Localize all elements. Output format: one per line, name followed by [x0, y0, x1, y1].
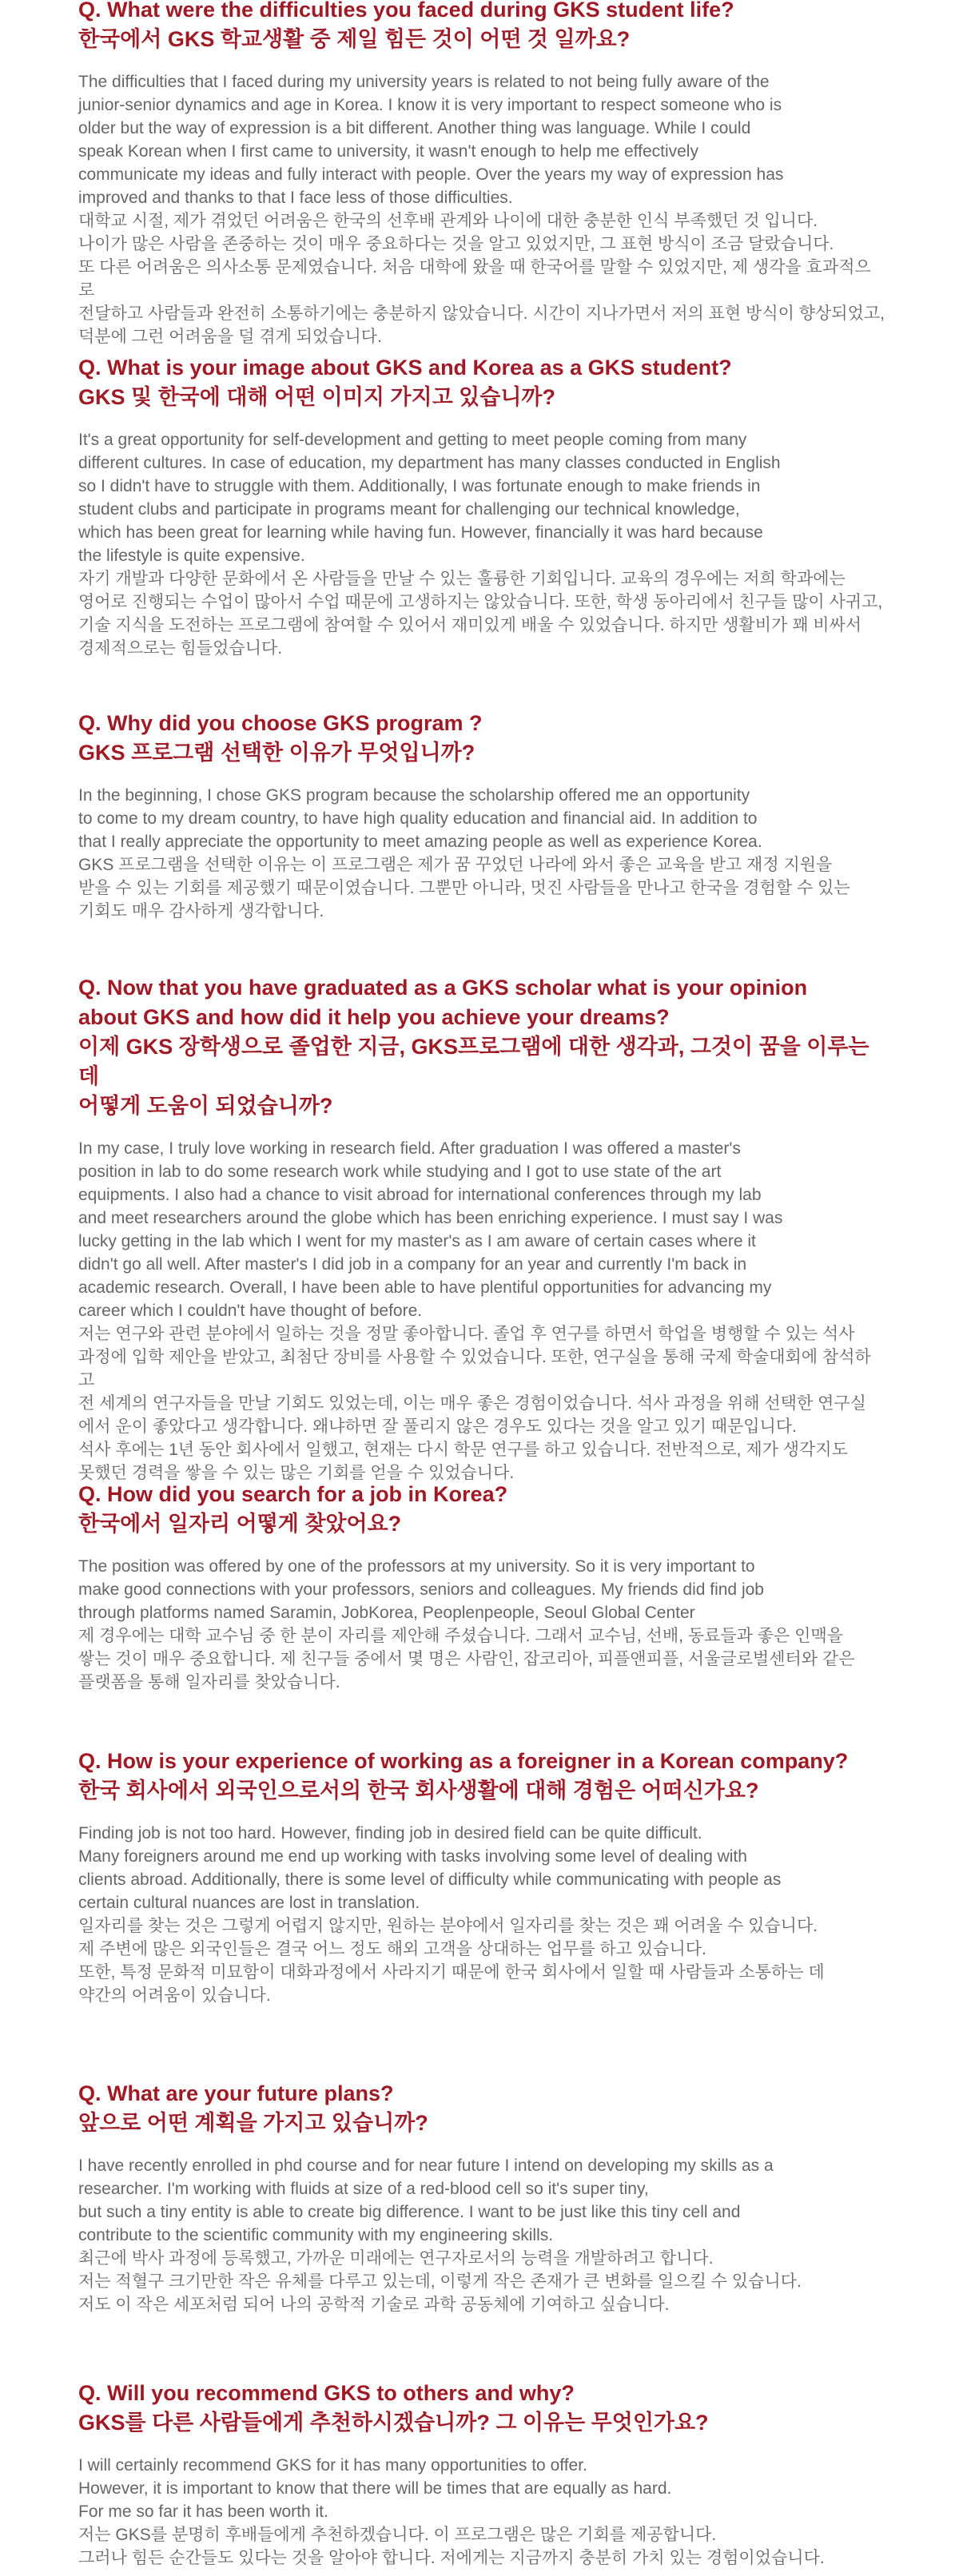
- answer-line: didn't go all well. After master's I did job in a company for an year and currently I'm back in: [78, 1255, 747, 1274]
- question-heading: [78, 353, 885, 412]
- question-english: Q. How did you search for a job in Korea?: [78, 1482, 508, 1506]
- answer-line: through platforms named Saramin, JobKorea, Peoplenpeople, Seoul Global Center: [78, 1604, 695, 1622]
- question-line: 이제 GKS 장학생으로 졸업한 지금, GKS프로그램에 대한 생각과, 그것이 꿈을 이루는 데: [78, 1035, 869, 1088]
- answer-line: Finding job is not too hard. However, finding job in desired field can be quite difficult.: [78, 1824, 702, 1843]
- question-english: Q. Will you recommend GKS to others and why?: [78, 2381, 575, 2405]
- question-heading: [78, 2379, 885, 2438]
- answer-line: I will certainly recommend GKS for it has many opportunities to offer.: [78, 2456, 587, 2475]
- question-english: Q. What is your image about GKS and Korea as a GKS student?: [78, 356, 732, 380]
- question-korean: GKS 및 한국에 대해 어떤 이미지 가지고 있습니까?: [78, 385, 555, 409]
- qa-section-5: [78, 1480, 885, 1694]
- answer-line: I have recently enrolled in phd course and for near future I intend on developing my skills as a: [78, 2157, 774, 2175]
- question-korean: 앞으로 어떤 계획을 가지고 있습니까?: [78, 2111, 428, 2135]
- answer-line: GKS 프로그램을 선택한 이유는 이 프로그램은 제가 꿈 꾸었던 나라에 와서 좋은 교육을 받고 재정 지원을: [78, 856, 833, 874]
- question-line: about GKS and how did it help you achieve your dreams?: [78, 1005, 670, 1029]
- answer-line: 제 주변에 많은 외국인들은 결국 어느 정도 해외 고객을 상대하는 업무를 하고 있습니다.: [78, 1940, 706, 1958]
- answer-line: certain cultural nuances are lost in translation.: [78, 1894, 420, 1912]
- answer-line: student clubs and participate in programs meant for challenging our technical knowledge,: [78, 500, 740, 519]
- answer-line: The difficulties that I faced during my university years is related to not being fully aware of the: [78, 73, 770, 91]
- answer-line: 일자리를 찾는 것은 그렇게 어렵지 않지만, 원하는 분야에서 일자리를 찾는 것은 꽤 어려울 수 있습니다.: [78, 1917, 818, 1935]
- qa-section-7: [78, 2079, 885, 2316]
- answer-line: so I didn't have to struggle with them. Additionally, I was fortunate enough to make friends in: [78, 477, 761, 495]
- answer-line: older but the way of expression is a bit different. Another thing was language. While I could: [78, 119, 751, 137]
- answer-line: 덕분에 그런 어려움을 덜 겪게 되었습니다.: [78, 328, 382, 346]
- answer-line: The position was offered by one of the professors at my university. So it is very important to: [78, 1557, 755, 1576]
- answer-line: to come to my dream country, to have high quality education and financial aid. In addition to: [78, 809, 758, 828]
- question-english: Q. How is your experience of working as a foreigner in a Korean company?: [78, 1749, 849, 1773]
- answer-line: 나이가 많은 사람을 존중하는 것이 매우 중요하다는 것을 알고 있었지만, 그 표현 방식이 조금 달랐습니다.: [78, 235, 834, 253]
- answer-line: 플랫폼을 통해 일자리를 찾았습니다.: [78, 1673, 340, 1691]
- question-heading: [78, 0, 885, 54]
- answer-line: 최근에 박사 과정에 등록했고, 가까운 미래에는 연구자로서의 능력을 개발하려고 합니다.: [78, 2249, 714, 2268]
- answer-line: lucky getting in the lab which I went for my master's as I am aware of certain cases where it: [78, 1232, 756, 1250]
- question-line: Q. Now that you have graduated as a GKS scholar what is your opinion: [78, 976, 808, 1000]
- answer-line: For me so far it has been worth it.: [78, 2502, 328, 2521]
- answer-line: 못했던 경력을 쌓을 수 있는 많은 기회를 얻을 수 있었습니다.: [78, 1464, 515, 1482]
- answer-text: [78, 1822, 885, 2007]
- answer-line: 기회도 매우 감사하게 생각합니다.: [78, 902, 324, 920]
- answer-line: 과정에 입학 제안을 받았고, 최첨단 장비를 사용할 수 있었습니다. 또한, 연구실을 통해 국제 학술대회에 참석하고: [78, 1348, 871, 1389]
- question-heading: [78, 973, 885, 1121]
- question-english: Q. Why did you choose GKS program ?: [78, 711, 483, 735]
- question-heading: [78, 2079, 885, 2138]
- answer-line: contribute to the scientific community with my engineering skills.: [78, 2226, 554, 2244]
- answer-text: [78, 784, 885, 923]
- answer-line: speak Korean when I first came to university, it wasn't enough to help me effectively: [78, 142, 698, 161]
- answer-line: 석사 후에는 1년 동안 회사에서 일했고, 현재는 다시 학문 연구를 하고 있습니다. 전반적으로, 제가 생각지도: [78, 1441, 848, 1459]
- answer-line: 경제적으로는 힘들었습니다.: [78, 639, 283, 658]
- answer-line: and meet researchers around the globe which has been enriching experience. I must say I was: [78, 1209, 783, 1227]
- answer-line: 저는 적혈구 크기만한 작은 유체를 다루고 있는데, 이렇게 작은 존재가 큰 변화를 일으킬 수 있습니다.: [78, 2272, 802, 2291]
- answer-line: make good connections with your professors, seniors and colleagues. My friends did find job: [78, 1580, 764, 1599]
- answer-line: 영어로 진행되는 수업이 많아서 수업 때문에 고생하지는 않았습니다. 또한, 학생 동아리에서 친구들 많이 사귀고,: [78, 593, 883, 611]
- answer-line: 전달하고 사람들과 완전히 소통하기에는 충분하지 않았습니다. 시간이 지나가면서 저의 표현 방식이 향상되었고,: [78, 304, 885, 323]
- qa-section-6: [78, 1747, 885, 2007]
- question-heading: [78, 1747, 885, 1806]
- answer-line: communicate my ideas and fully interact with people. Over the years my way of expression has: [78, 165, 784, 184]
- answer-line: 대학교 시절, 제가 겪었던 어려움은 한국의 선후배 관계와 나이에 대한 충분한 인식 부족했던 것 입니다.: [78, 212, 818, 230]
- answer-line: 약간의 어려움이 있습니다.: [78, 1986, 271, 2005]
- answer-line: In the beginning, I chose GKS program because the scholarship offered me an opportunity: [78, 786, 750, 805]
- question-english: Q. What were the difficulties you faced during GKS student life?: [78, 0, 734, 22]
- question-heading: [78, 1480, 885, 1539]
- answer-line: 그러나 힘든 순간들도 있다는 것을 알아야 합니다. 저에게는 지금까지 충분히 가치 있는 경험이었습니다.: [78, 2549, 825, 2567]
- answer-line: 쌓는 것이 매우 중요합니다. 제 친구들 중에서 몇 명은 사람인, 잡코리아, 피플앤피플, 서울글로벌센터와 같은: [78, 1650, 855, 1668]
- answer-line: but such a tiny entity is able to create big difference. I want to be just like this tiny cell and: [78, 2203, 741, 2221]
- answer-line: improved and thanks to that I face less of those difficulties.: [78, 189, 513, 207]
- answer-line: junior-senior dynamics and age in Korea. I know it is very important to respect someone who is: [78, 96, 782, 114]
- question-korean: 한국에서 일자리 어떻게 찾았어요?: [78, 1512, 402, 1536]
- qa-section-4: [78, 973, 885, 1485]
- answer-line: 저는 연구와 관련 분야에서 일하는 것을 정말 좋아합니다. 졸업 후 연구를 하면서 학업을 병행할 수 있는 석사: [78, 1325, 855, 1343]
- answer-text: [78, 2154, 885, 2316]
- question-korean: 한국에서 GKS 학교생활 중 제일 힘든 것이 어떤 것 일까요?: [78, 27, 631, 51]
- answer-line: career which I couldn't have thought of before.: [78, 1302, 423, 1320]
- answer-line: 자기 개발과 다양한 문화에서 온 사람들을 만날 수 있는 훌륭한 기회입니다. 교육의 경우에는 저희 학과에는: [78, 570, 846, 588]
- answer-text: [78, 428, 885, 660]
- answer-line: 저도 이 작은 세포처럼 되어 나의 공학적 기술로 과학 공동체에 기여하고 싶습니다.: [78, 2296, 670, 2314]
- answer-line: However, it is important to know that there will be times that are equally as hard.: [78, 2479, 672, 2498]
- qa-section-2: [78, 353, 885, 660]
- answer-line: that I really appreciate the opportunity to meet amazing people as well as experience Korea.: [78, 833, 762, 851]
- answer-line: different cultures. In case of education, my department has many classes conducted in English: [78, 454, 781, 472]
- qa-section-1: [78, 0, 885, 348]
- answer-line: 제 경우에는 대학 교수님 중 한 분이 자리를 제안해 주셨습니다. 그래서 교수님, 선배, 동료들과 좋은 인맥을: [78, 1627, 844, 1645]
- answer-line: 또한, 특정 문화적 미묘함이 대화과정에서 사라지기 때문에 한국 회사에서 일할 때 사람들과 소통하는 데: [78, 1963, 825, 1982]
- answer-text: [78, 2454, 885, 2570]
- answer-line: position in lab to do some research work while studying and I got to use state of the art: [78, 1163, 722, 1181]
- answer-text: [78, 70, 885, 348]
- answer-text: [78, 1555, 885, 1694]
- answer-line: 전 세계의 연구자들을 만날 기회도 있었는데, 이는 매우 좋은 경험이었습니다. 석사 과정을 위해 선택한 연구실: [78, 1394, 866, 1413]
- answer-line: researcher. I'm working with fluids at size of a red-blood cell so it's super tiny,: [78, 2180, 649, 2198]
- answer-line: In my case, I truly love working in research field. After graduation I was offered a master's: [78, 1139, 741, 1158]
- answer-line: 기술 지식을 도전하는 프로그램에 참여할 수 있어서 재미있게 배울 수 있었습니다. 하지만 생활비가 꽤 비싸서: [78, 616, 862, 634]
- qa-section-3: [78, 709, 885, 923]
- answer-line: equipments. I also had a chance to visit abroad for international conferences through my lab: [78, 1186, 762, 1204]
- answer-line: which has been great for learning while having fun. However, financially it was hard because: [78, 523, 763, 542]
- question-english: Q. What are your future plans?: [78, 2081, 394, 2105]
- answer-line: 받을 수 있는 기회를 제공했기 때문이였습니다. 그뿐만 아니라, 멋진 사람들을 만나고 한국을 경험할 수 있는: [78, 879, 850, 897]
- question-korean: GKS를 다른 사람들에게 추천하시겠습니까? 그 이유는 무엇인가요?: [78, 2411, 709, 2435]
- question-heading: [78, 709, 885, 768]
- answer-line: 또 다른 어려움은 의사소통 문제였습니다. 처음 대학에 왔을 때 한국어를 말할 수 있었지만, 제 생각을 효과적으로: [78, 258, 871, 300]
- answer-line: Many foreigners around me end up working with tasks involving some level of dealing with: [78, 1847, 747, 1866]
- question-korean: GKS 프로그램 선택한 이유가 무엇입니까?: [78, 741, 476, 765]
- question-korean: 한국 회사에서 외국인으로서의 한국 회사생활에 대해 경험은 어떠신가요?: [78, 1779, 759, 1803]
- answer-text: [78, 1137, 885, 1485]
- qa-section-8: [78, 2379, 885, 2570]
- answer-line: 에서 운이 좋았다고 생각합니다. 왜냐하면 잘 풀리지 않은 경우도 있다는 것을 알고 있기 때문입니다.: [78, 1417, 797, 1436]
- answer-line: It's a great opportunity for self-development and getting to meet people coming from many: [78, 431, 747, 449]
- answer-line: 저는 GKS를 분명히 후배들에게 추천하겠습니다. 이 프로그램은 많은 기회를 제공합니다.: [78, 2526, 717, 2544]
- answer-line: the lifestyle is quite expensive.: [78, 547, 305, 565]
- answer-line: academic research. Overall, I have been able to have plentiful opportunities for advancing my: [78, 1278, 772, 1297]
- answer-line: clients abroad. Additionally, there is some level of difficulty while communicating with people as: [78, 1870, 782, 1889]
- question-line: 어떻게 도움이 되었습니까?: [78, 1094, 333, 1118]
